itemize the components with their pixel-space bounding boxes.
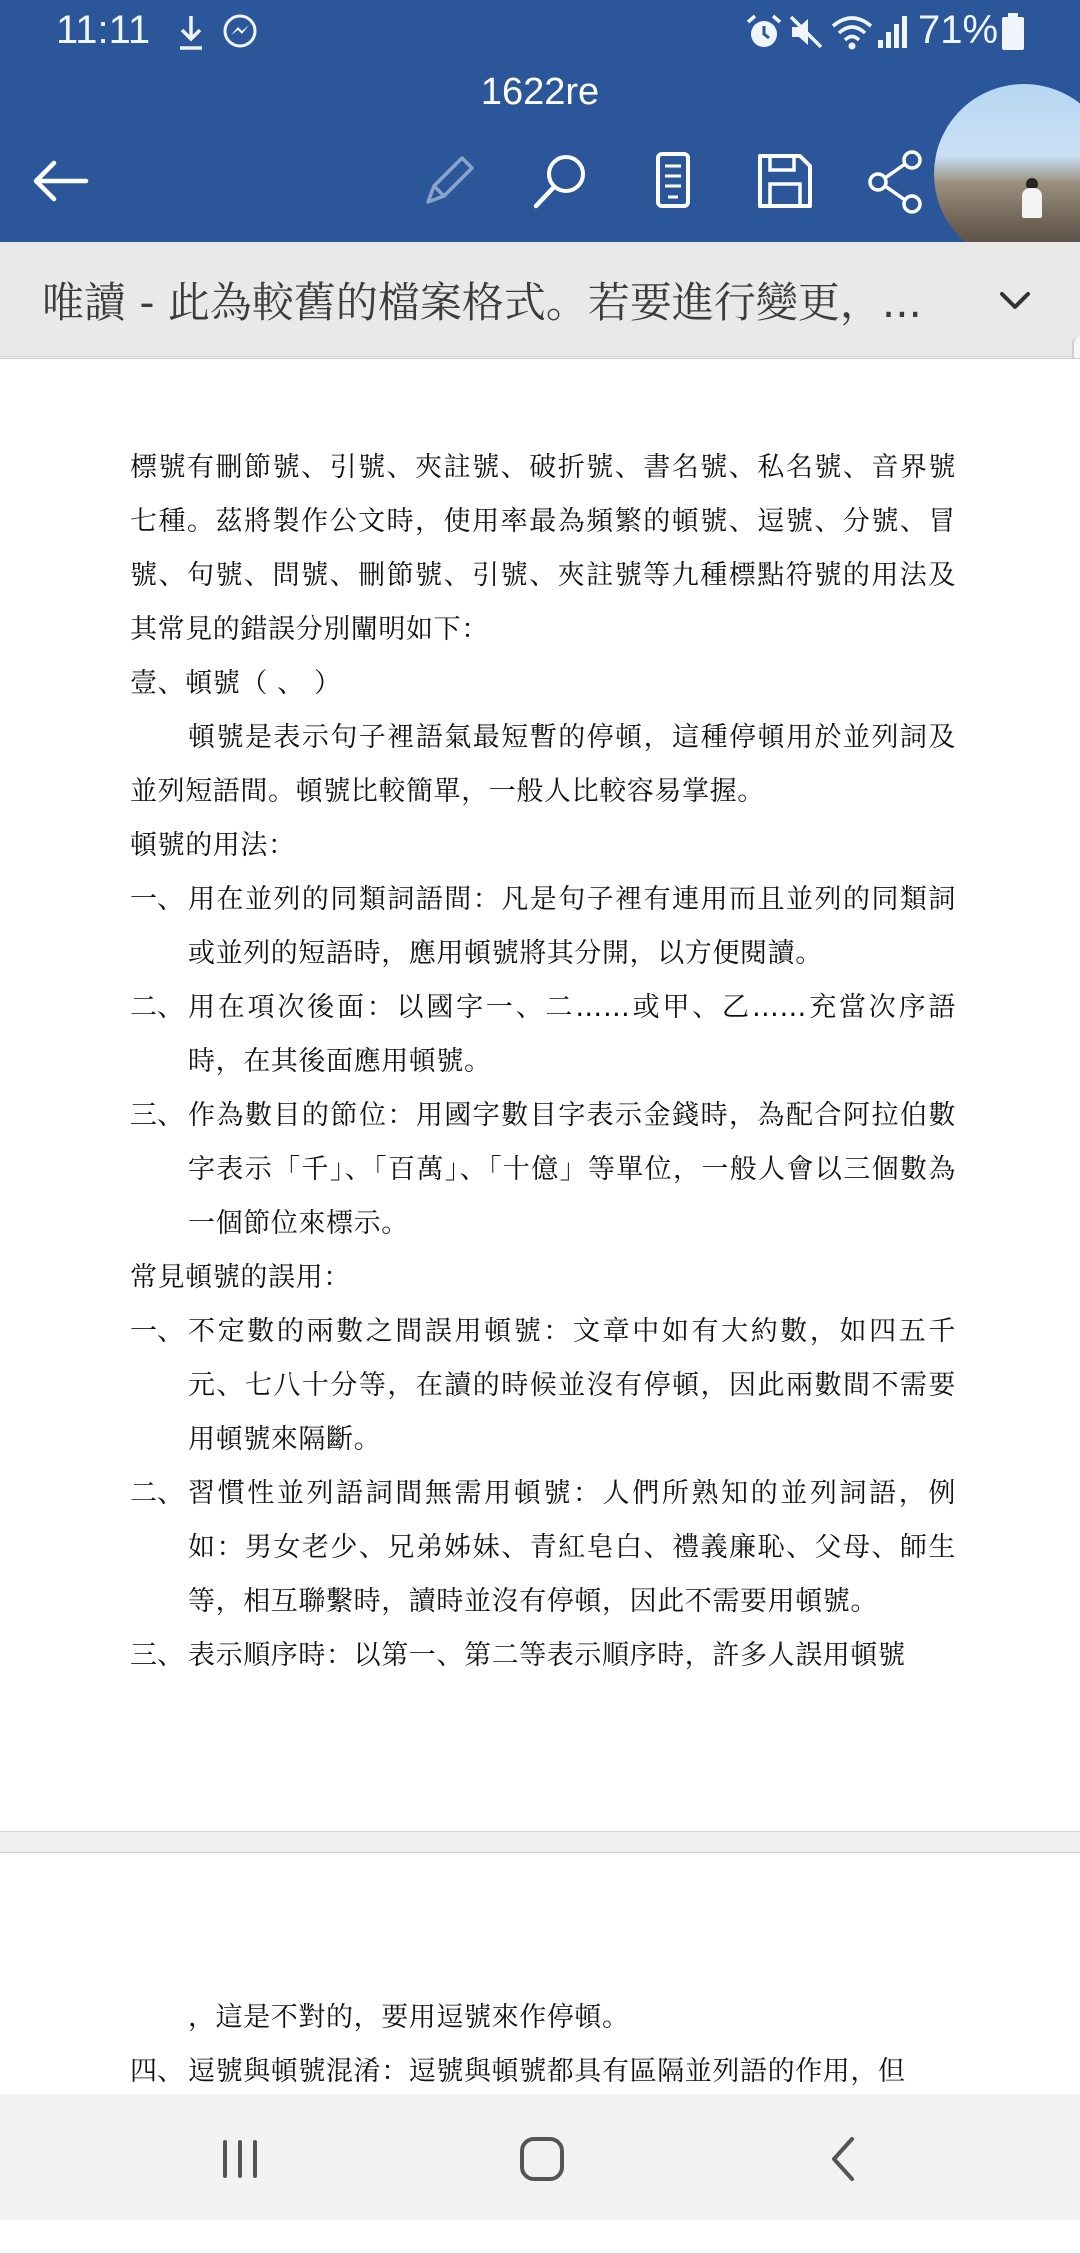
misuse-item-2 [130, 1467, 956, 1629]
intro-paragraph: 標號有刪節號、引號、夾註號、破折號、書名號、私名號、音界號七種。茲將製作公文時，使用率最為頻繁的頓號、逗號、分號、冒號、句號、問號、刪節號、引號、夾註號等九種標點符號的用法及其常見的錯誤分別闡明如下： [130, 452, 956, 645]
list-number: 四、 [130, 2056, 184, 2087]
list-text: 習慣性並列語詞間無需用頓號：人們所熟知的並列詞語，例如：男女老少、兄弟姊妹、青紅皂白、禮義廉恥、父母、師生等，相互聯繫時，讀時並沒有停頓，因此不需要用頓號。 [188, 1478, 956, 1617]
usage-heading: 頓號的用法： [130, 830, 296, 861]
battery-icon [1000, 12, 1026, 52]
system-nav-bar [0, 2094, 1080, 2220]
list-number: 一、 [130, 884, 184, 915]
mute-icon [786, 12, 826, 52]
status-bar [0, 0, 1080, 66]
alarm-icon [744, 12, 784, 52]
messenger-icon [220, 12, 260, 52]
list-text: 表示順序時：以第一、第二等表示順序時，許多人誤用頓號 [188, 1640, 906, 1671]
download-icon [176, 12, 206, 52]
list-number: 二、 [130, 1478, 184, 1509]
recent-apps-icon[interactable] [205, 2124, 275, 2194]
page-2-content [130, 1991, 956, 2099]
chevron-down-icon[interactable] [990, 276, 1040, 326]
share-icon[interactable] [862, 146, 932, 216]
list-number: 一、 [130, 1316, 184, 1347]
list-text: 用在項次後面：以國字一、二……或甲、乙……充當次序語時，在其後面應用頓號。 [188, 992, 956, 1077]
signal-icon [876, 12, 912, 52]
home-icon[interactable] [507, 2124, 577, 2194]
list-text: 不定數的兩數之間誤用頓號：文章中如有大約數，如四五千元、七八十分等，在讀的時候並沒有停頓，因此兩數間不需要用頓號來隔斷。 [188, 1316, 956, 1455]
app-header [0, 0, 1080, 242]
search-icon[interactable] [526, 146, 596, 216]
section-title: 壹、頓號（ 、 ） [130, 668, 342, 699]
avatar-figure [1022, 188, 1042, 218]
section-description: 頓號是表示句子裡語氣最短暫的停頓，這種停頓用於並列詞及並列短語間。頓號比較簡單，一般人比較容易掌握。 [130, 722, 956, 807]
list-text: 用在並列的同類詞語間：凡是句子裡有連用而且並列的同類詞或並列的短語時，應用頓號將其分開，以方便閱讀。 [188, 884, 956, 969]
list-number: 二、 [130, 992, 184, 1023]
usage-item-3 [130, 1089, 956, 1251]
status-time: 11:11 [56, 8, 151, 52]
edit-icon[interactable] [414, 146, 484, 216]
document-page-1 [0, 358, 1080, 1832]
page-1-content [130, 441, 956, 1683]
list-number: 三、 [130, 1640, 184, 1671]
list-text: 逗號與頓號混淆：逗號與頓號都具有區隔並列語的作用，但 [188, 2056, 906, 2087]
list-text: 作為數目的節位：用國字數目字表示金錢時，為配合阿拉伯數字表示「千」、「百萬」、「十億」等單位，一般人會以三個數為一個節位來標示。 [188, 1100, 956, 1239]
battery-percent: 71% [918, 8, 999, 52]
misuse-heading: 常見頓號的誤用： [130, 1262, 351, 1293]
back-icon[interactable] [810, 2124, 880, 2194]
misuse-item-1 [130, 1305, 956, 1467]
read-only-notice[interactable] [0, 242, 1080, 357]
wifi-icon [830, 12, 874, 52]
save-icon[interactable] [750, 146, 820, 216]
back-arrow-icon[interactable] [26, 146, 96, 216]
read-only-notice-text: 唯讀 - 此為較舊的檔案格式。若要進行變更，... [42, 278, 922, 327]
misuse-item-4 [130, 2045, 956, 2099]
usage-item-2 [130, 981, 956, 1089]
usage-item-1 [130, 873, 956, 981]
continuation-text: ，這是不對的，要用逗號來作停頓。 [188, 2002, 630, 2033]
reading-view-icon[interactable] [638, 146, 708, 216]
document-title: 1622re [480, 71, 600, 113]
list-number: 三、 [130, 1100, 184, 1131]
misuse-item-3 [130, 1629, 956, 1683]
